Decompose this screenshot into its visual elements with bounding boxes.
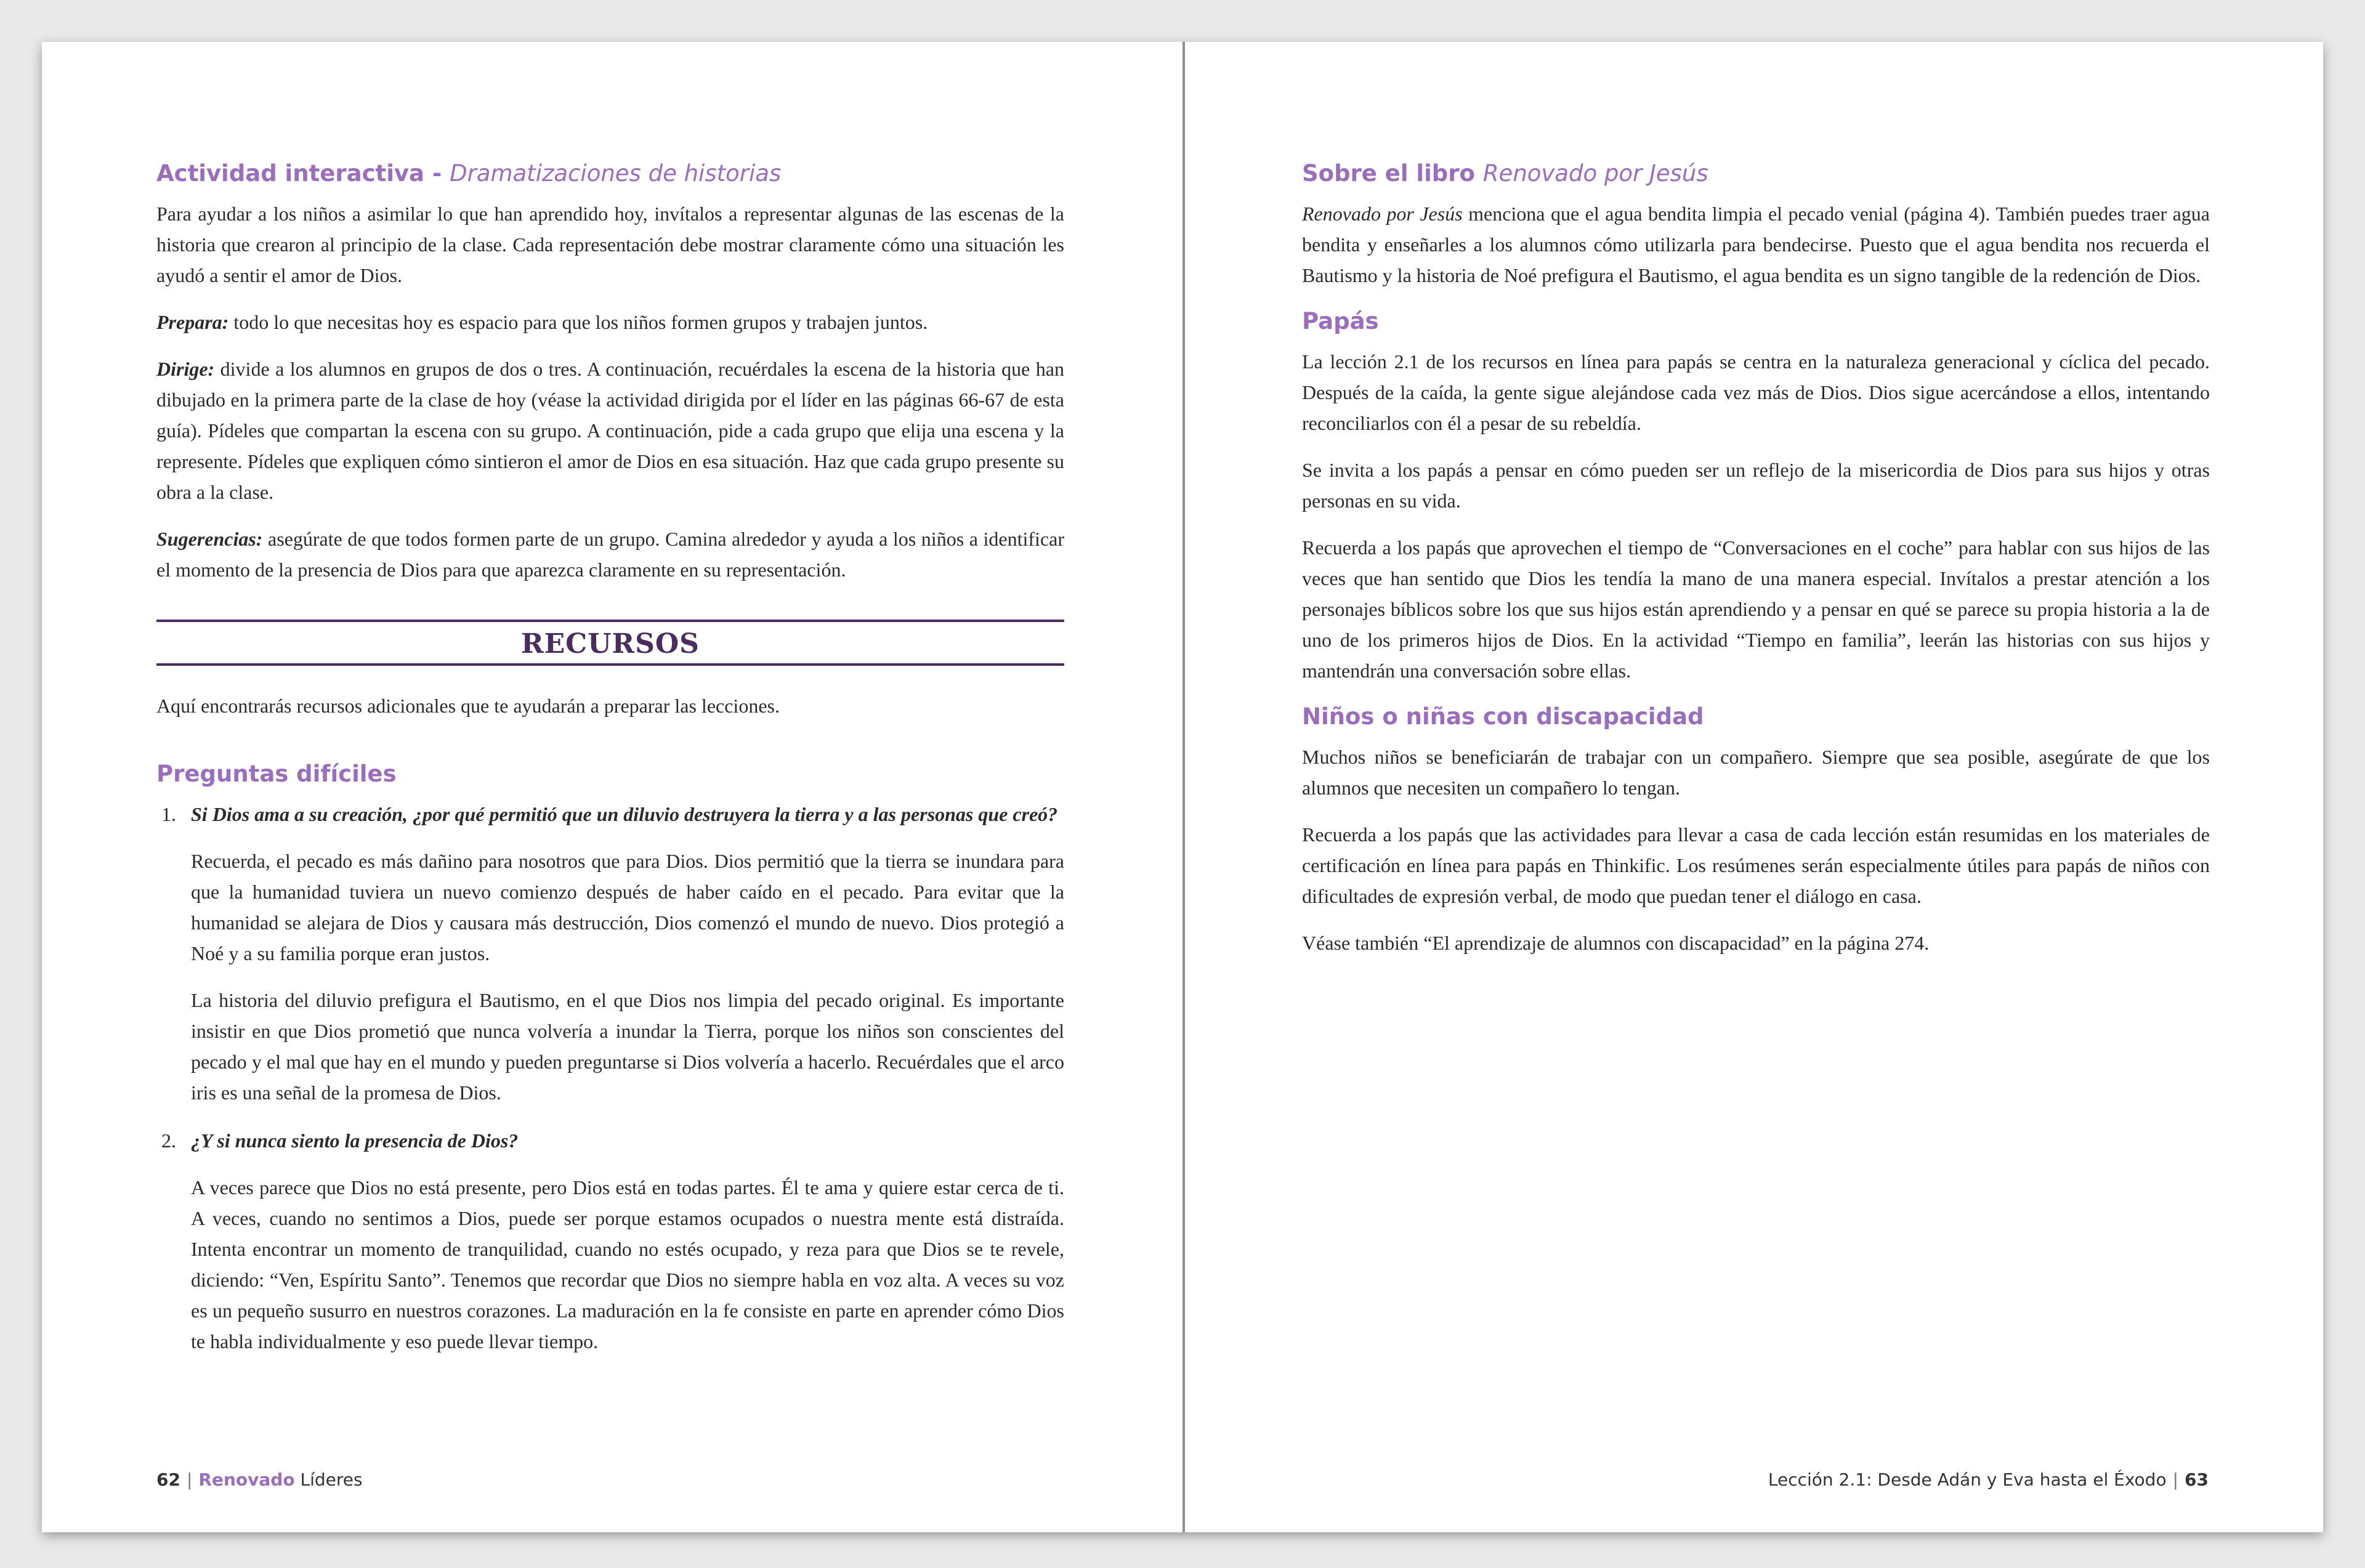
question-item xyxy=(156,799,1064,1108)
discapacidad-paragraph: Véase también “El aprendizaje de alumnos con discapacidad” en la página 274. xyxy=(1302,932,1930,955)
discapacidad-paragraph: Recuerda a los papás que las actividades para llevar a casa de cada lección están resumidas en los materiales de certificación en línea para papás en Thinkific. Los resúmenes serán especialmente útiles para papás de niños con dificultades de expresión verbal, de modo que puedan tener el diálogo en casa. xyxy=(1302,823,2210,908)
footer-lesson-title: Lección 2.1: Desde Adán y Eva hasta el Éxodo xyxy=(1768,1469,2167,1490)
answer-paragraph: A veces parece que Dios no está presente, pero Dios está en todas partes. Él te ama y quiere estar cerca de ti. A veces, cuando no sentimos a Dios, puede ser porque estamos ocupados o nuestra mente está distraída. Intenta encontrar un momento de tranquilidad, cuando no estés ocupado, y reza para que Dios se te revele, diciendo: “Ven, Espíritu Santo”. Tenemos que recordar que Dios no siempre habla en voz alta. A veces su voz es un pequeño susurro en nuestros corazones. La maduración en la fe consiste en parte en aprender cómo Dios te habla individualmente y eso puede llevar tiempo. xyxy=(191,1176,1064,1353)
preguntas-heading: Preguntas difíciles xyxy=(156,761,397,788)
discapacidad-paragraph: Muchos niños se beneficiarán de trabajar con un compañero. Siempre que sea posible, asegúrate de que los alumnos que necesiten un compañero lo tengan. xyxy=(1302,746,2210,799)
right-footer xyxy=(1768,1469,2209,1490)
activity-sugerencias xyxy=(156,523,1064,585)
preguntas-list xyxy=(156,799,1064,1357)
prepara-text: todo lo que necesitas hoy es espacio para que los niños formen grupos y trabajen juntos. xyxy=(228,311,928,334)
papas-paragraph: Se invita a los papás a pensar en cómo pueden ser un reflejo de la misericordia de Dios para sus hijos y otras personas en su vida. xyxy=(1302,459,2210,512)
question-number: 1. xyxy=(161,803,176,826)
activity-heading-plain: Actividad interactiva - xyxy=(156,160,450,187)
book-spread xyxy=(42,42,2323,1532)
question-text: ¿Y si nunca siento la presencia de Dios? xyxy=(191,1130,519,1152)
discapacidad-heading: Niños o niñas con discapacidad xyxy=(1302,703,1704,730)
footer-brand-suffix: Líderes xyxy=(294,1469,363,1490)
sugerencias-label: Sugerencias: xyxy=(156,528,263,551)
dirige-label: Dirige: xyxy=(156,358,215,381)
question-text: Si Dios ama a su creación, ¿por qué permitió que un diluvio destruyera la tierra y a las personas que creó? xyxy=(191,803,1058,826)
answer-paragraph: Recuerda, el pecado es más dañino para nosotros que para Dios. Dios permitió que la tierra se inundara para que la humanidad tuviera un nuevo comienzo después de haber caído en el pecado. Para evitar que la humanidad se alejara de Dios y causara más destrucción, Dios comenzó el mundo de nuevo. Dios protegió a Noé y a su familia porque eran justos. xyxy=(191,850,1064,965)
recursos-banner xyxy=(156,620,1064,666)
libro-heading-plain: Sobre el libro xyxy=(1302,160,1483,187)
recursos-banner-title: RECURSOS xyxy=(521,628,700,660)
libro-text xyxy=(1302,198,2210,291)
activity-heading xyxy=(156,159,1064,188)
papas-paragraph: Recuerda a los papás que aprovechen el tiempo de “Conversaciones en el coche” para hablar con sus hijos de las veces que han sentido que Dios les tendía la mano de una manera especial. Invítalos a prestar atención a los personajes bíblicos sobre los que sus hijos están aprendiendo y a pensar en qué se parece su propia historia a la de uno de los primeros hijos de Dios. En la actividad “Tiempo en familia”, leerán las historias con sus hijos y mantendrán una conversación sobre ellas. xyxy=(1302,536,2210,682)
sugerencias-text: asegúrate de que todos formen parte de un grupo. Camina alrededor y ayuda a los niños a identificar el momento de la presencia de Dios para que aparezca claramente en su representación. xyxy=(156,528,1064,581)
papas-paragraph: La lección 2.1 de los recursos en línea para papás se centra en la naturaleza generacional y cíclica del pecado. Después de la caída, la gente sigue alejándose cada vez más de Dios. Dios sigue acercándose a ellos, intentando reconciliarlos con él a pesar de su rebeldía. xyxy=(1302,350,2210,435)
activity-intro: Para ayudar a los niños a asimilar lo que han aprendido hoy, invítalos a representar algunas de las escenas de la historia que crearon al principio de la clase. Cada representación debe mostrar claramente cómo una situación les ayudó a sentir el amor de Dios. xyxy=(156,203,1064,287)
left-footer xyxy=(156,1469,363,1490)
papas-heading: Papás xyxy=(1302,308,1379,335)
footer-separator: | xyxy=(2172,1469,2179,1490)
question-number: 2. xyxy=(161,1130,176,1152)
activity-prepara xyxy=(156,307,1064,337)
libro-body: menciona que el agua bendita limpia el pecado venial (página 4). También puedes traer agua bendita y enseñarles a los alumnos cómo utilizarla para bendecirse. Puesto que el agua bendita nos recuerda el Bautismo y la historia de Noé prefigura el Bautismo, el agua bendita es un signo tangible de la redención de Dios. xyxy=(1302,203,2210,287)
libro-title-italic: Renovado por Jesús xyxy=(1302,203,1463,225)
footer-brand: Renovado xyxy=(198,1469,295,1490)
footer-separator: | xyxy=(186,1469,193,1490)
recursos-intro: Aquí encontrarás recursos adicionales que te ayudarán a preparar las lecciones. xyxy=(156,695,780,717)
libro-heading xyxy=(1302,159,2210,188)
left-page-number: 62 xyxy=(156,1469,180,1490)
right-page-content xyxy=(1302,159,2210,974)
activity-heading-italic: Dramatizaciones de historias xyxy=(450,160,782,187)
dirige-text: divide a los alumnos en grupos de dos o tres. A continuación, recuérdales la escena de la historia que han dibujado en la primera parte de la clase de hoy (véase la actividad dirigida por el líder en las páginas 66-67 de esta guía). Pídeles que compartan la escena con su grupo. A continuación, pide a cada grupo que elija una escena y la represente. Pídeles que expliquen cómo sintieron el amor de Dios en esa situación. Haz que cada grupo presente su obra a la clase. xyxy=(156,358,1064,504)
activity-dirige xyxy=(156,354,1064,507)
prepara-label: Prepara: xyxy=(156,311,229,334)
libro-heading-italic: Renovado por Jesús xyxy=(1482,160,1708,187)
right-page xyxy=(1185,42,2326,1532)
right-page-number: 63 xyxy=(2185,1469,2209,1490)
answer-paragraph: La historia del diluvio prefigura el Bautismo, en el que Dios nos limpia del pecado original. Es importante insistir en que Dios prometió que nunca volvería a inundar la Tierra, porque los niños son conscientes del pecado y el mal que hay en el mundo y pueden preguntarse si Dios volvería a hacerlo. Recuérdales que el arco iris es una señal de la promesa de Dios. xyxy=(191,989,1064,1104)
question-item xyxy=(156,1125,1064,1357)
left-page-content xyxy=(156,159,1064,1374)
left-page xyxy=(42,42,1182,1532)
